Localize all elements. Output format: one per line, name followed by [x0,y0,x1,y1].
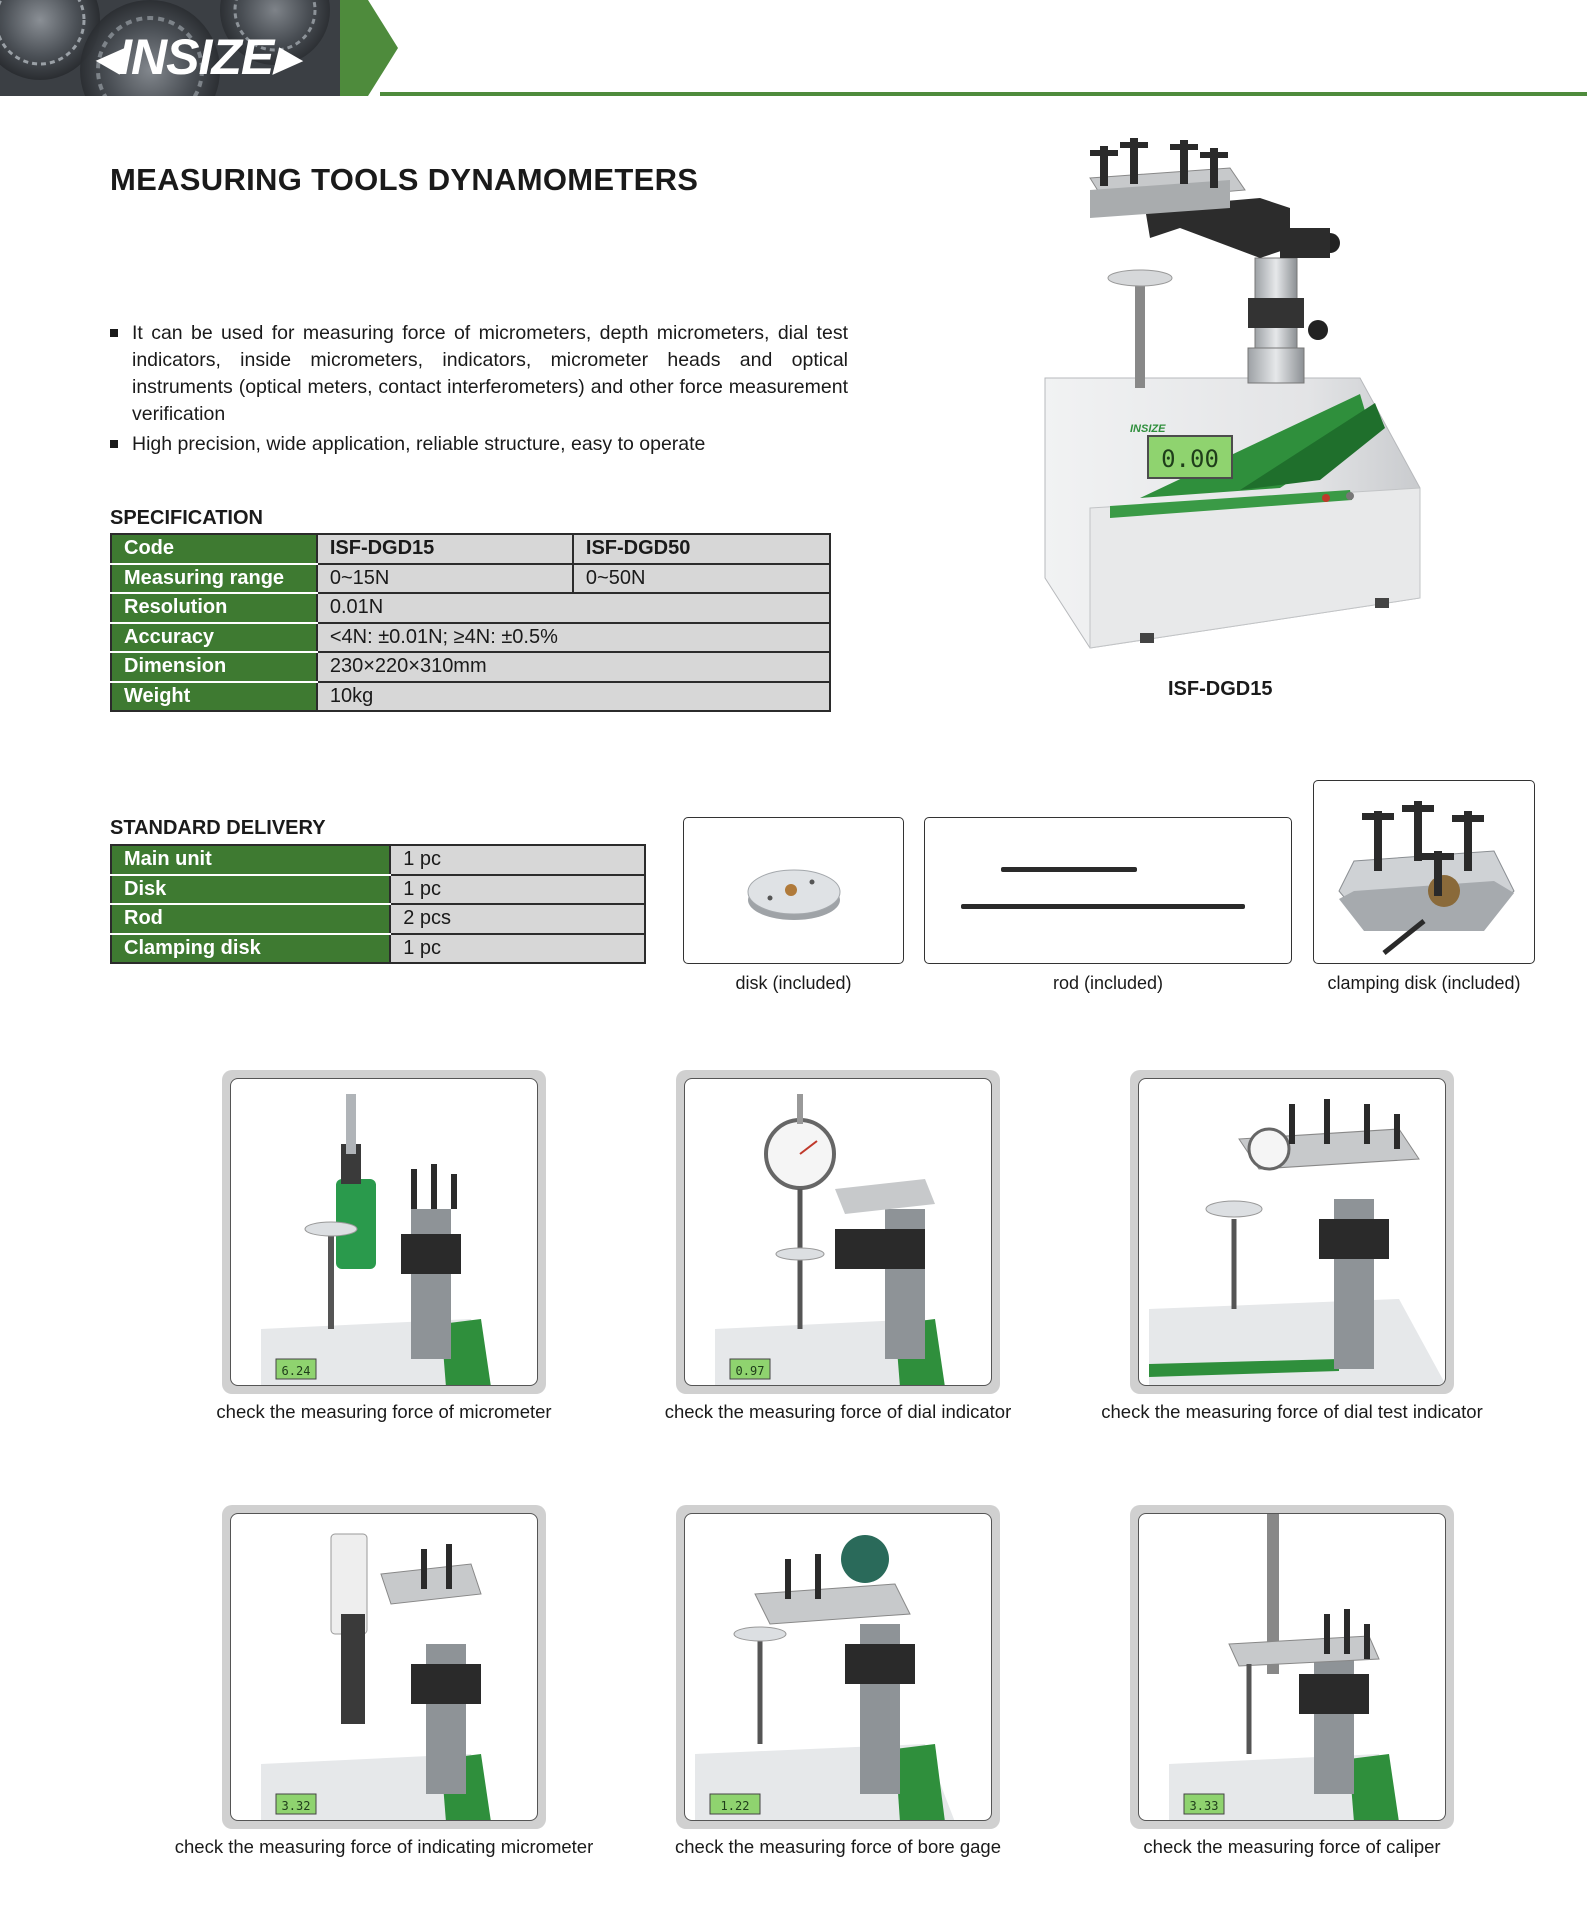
logo-arrow-left-icon: ◂ [94,29,119,85]
table-row [111,845,645,875]
readout: 0.97 [735,1364,765,1378]
display-brand: INSIZE [1130,423,1166,435]
dial-test-indicator-test-icon [1139,1079,1446,1386]
caliper-test-icon [1139,1514,1446,1821]
application-photo-dial-indicator [676,1070,1000,1394]
insize-logo: ◂INSIZE▸ [94,29,298,85]
table-row [111,682,830,712]
spec-value: 230×220×310mm [317,652,830,682]
page-title: MEASURING TOOLS DYNAMOMETERS [110,162,699,197]
table-row [111,623,830,653]
rod-photo [924,817,1292,964]
application-caption: check the measuring force of bore gage [675,1836,1001,1857]
feature-list [110,320,848,461]
clamping-disk-photo [1313,780,1535,964]
bullet-icon [110,329,118,337]
table-row [111,904,645,934]
rod-icon [925,818,1292,964]
application-caption: check the measuring force of indicating micrometer [174,1836,594,1857]
accessory-caption: clamping disk (included) [1327,973,1521,993]
readout: 6.24 [281,1364,311,1378]
accessory-caption: rod (included) [1052,973,1164,993]
delivery-label: Disk [111,875,390,905]
accessory-caption: disk (included) [735,973,852,993]
application-photo-caliper [1130,1505,1454,1829]
delivery-label: Rod [111,904,390,934]
application-caption: check the measuring force of dial indicator [664,1401,1012,1422]
readout: 3.33 [1189,1799,1219,1813]
spec-value: 0~50N [573,564,830,594]
spec-value: 0.01N [317,593,830,623]
spec-label: Resolution [111,593,317,623]
delivery-label: Clamping disk [111,934,390,964]
readout: 3.32 [281,1799,311,1813]
application-caption: check the measuring force of dial test indicator [1101,1401,1483,1422]
page-header [0,0,1587,100]
spec-value: <4N: ±0.01N; ≥4N: ±0.5% [317,623,830,653]
table-row [111,593,830,623]
delivery-value: 2 pcs [390,904,645,934]
dial-indicator-test-icon [685,1079,992,1386]
feature-item: High precision, wide application, reliable structure, easy to operate [110,431,848,458]
product-image [1030,128,1430,658]
delivery-value: 1 pc [390,934,645,964]
product-caption: ISF-DGD15 [1168,678,1273,700]
spec-value: 10kg [317,682,830,712]
header-rule [380,92,1587,96]
clamping-disk-icon [1314,781,1535,964]
application-photo-micrometer [222,1070,546,1394]
spec-label: Accuracy [111,623,317,653]
spec-label: Code [111,534,317,564]
application-photo-dial-test-indicator [1130,1070,1454,1394]
bullet-icon [110,440,118,448]
table-row [111,564,830,594]
micrometer-test-icon [231,1079,538,1386]
delivery-value: 1 pc [390,875,645,905]
table-row [111,534,830,564]
spec-value: 0~15N [317,564,573,594]
disk-photo [683,817,904,964]
logo-arrow-right-icon: ▸ [273,29,298,85]
delivery-value: 1 pc [390,845,645,875]
application-photo-indicating-micrometer [222,1505,546,1829]
spec-code: ISF-DGD15 [317,534,573,564]
spec-label: Weight [111,682,317,712]
indicating-micrometer-test-icon [231,1514,538,1821]
specification-heading: SPECIFICATION [110,507,263,529]
specification-table [110,533,831,712]
readout: 1.22 [720,1799,750,1813]
spec-label: Measuring range [111,564,317,594]
spec-code: ISF-DGD50 [573,534,830,564]
display-readout: 0.00 [1161,445,1219,473]
disk-icon [684,818,904,964]
bore-gage-test-icon [685,1514,992,1821]
table-row [111,875,645,905]
delivery-label: Main unit [111,845,390,875]
spec-label: Dimension [111,652,317,682]
table-row [111,934,645,964]
standard-delivery-table [110,844,646,964]
application-caption: check the measuring force of micrometer [216,1401,552,1422]
feature-item: It can be used for measuring force of micrometers, depth micrometers, dial test indicators, inside micrometers, indicators, micrometer heads and optical instruments (optical meters, contact interferometers) and other force measurement verification [110,320,848,428]
standard-delivery-heading: STANDARD DELIVERY [110,817,326,839]
table-row [111,652,830,682]
application-caption: check the measuring force of caliper [1143,1836,1441,1857]
application-photo-bore-gage [676,1505,1000,1829]
